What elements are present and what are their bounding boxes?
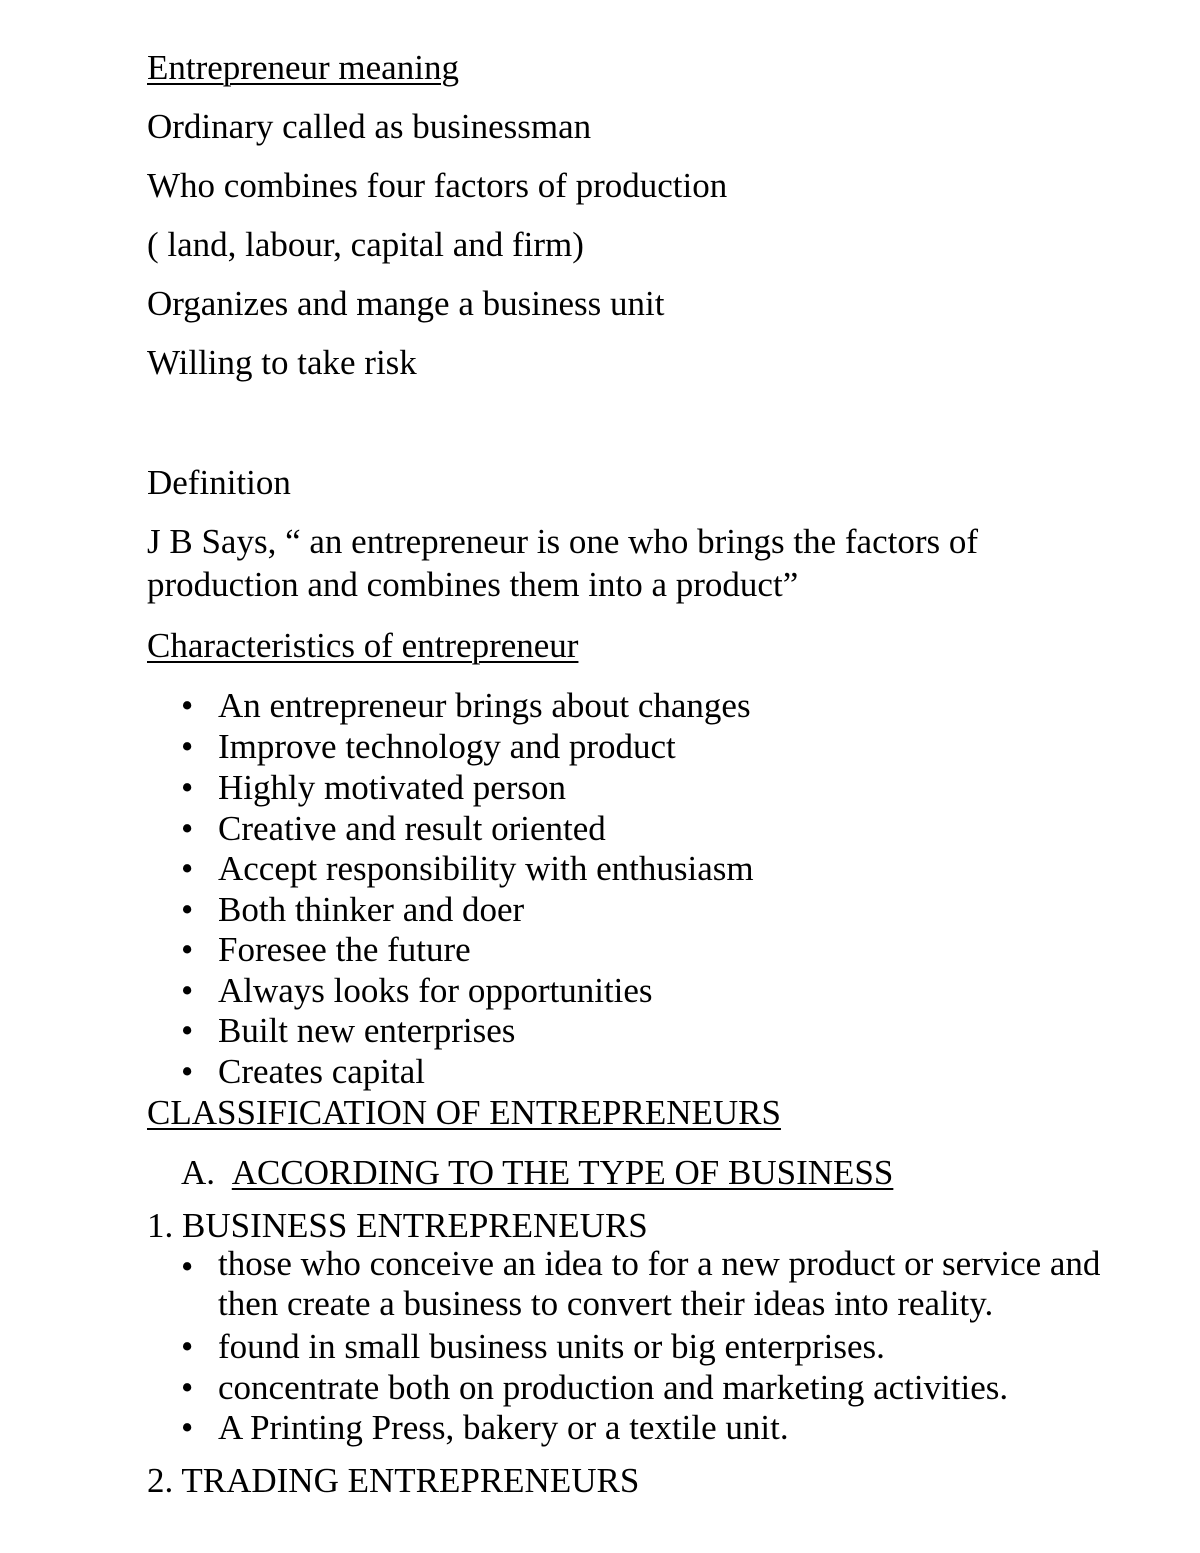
section-a-heading [181,1155,893,1190]
list-item-text: Accept responsibility with enthusiasm [218,849,754,888]
bullet-icon: • [181,768,194,807]
meaning-line: Who combines four factors of production [147,166,728,205]
heading-characteristics: Characteristics of entrepreneur [147,626,579,665]
list-item-text: found in small business units or big enterprises. [218,1327,885,1366]
bullet-icon: • [181,1052,194,1091]
list-item-text: An entrepreneur brings about changes [218,686,751,725]
bullet-icon: • [181,809,194,848]
list-item-text: Foresee the future [218,930,471,969]
section-a-title: ACCORDING TO THE TYPE OF BUSINESS [231,1153,894,1192]
list-item-text: Always looks for opportunities [218,971,653,1010]
bullet-icon: • [181,1368,194,1407]
bullet-icon: • [181,930,194,969]
heading-entrepreneur-meaning: Entrepreneur meaning [147,48,459,87]
item1-heading: 1. BUSINESS ENTREPRENEURS [147,1206,648,1245]
section-a-marker: A. [181,1153,216,1192]
list-item-text: Both thinker and doer [218,890,525,929]
bullet-icon: • [181,1327,194,1366]
item2-heading: 2. TRADING ENTREPRENEURS [147,1461,640,1500]
list-item-text: Highly motivated person [218,768,567,807]
meaning-line: ( land, labour, capital and firm) [147,225,584,264]
bullet-icon: • [181,849,194,888]
meaning-line: Organizes and mange a business unit [147,284,665,323]
bullet-icon: • [181,1408,194,1447]
heading-definition: Definition [147,463,291,502]
list-item-text: Creates capital [218,1052,425,1091]
definition-quote: J B Says, “ an entrepreneur is one who brings the factors of production and combines them into a product” [147,522,979,604]
bullet-icon: • [181,971,194,1010]
list-item-text: Built new enterprises [218,1011,516,1050]
bullet-icon: • [181,727,194,766]
list-item-text: Creative and result oriented [218,809,606,848]
list-item-text: those who conceive an idea to for a new product or service and then create a business to convert their ideas into reality. [218,1244,1101,1323]
meaning-line: Willing to take risk [147,343,417,382]
bullet-icon: • [181,1247,194,1286]
list-item-text: A Printing Press, bakery or a textile unit. [218,1408,789,1447]
heading-classification: CLASSIFICATION OF ENTREPRENEURS [147,1093,781,1132]
meaning-line: Ordinary called as businessman [147,107,592,146]
bullet-icon: • [181,1011,194,1050]
list-item-text: Improve technology and product [218,727,676,766]
bullet-icon: • [181,686,194,725]
list-item-text: concentrate both on production and marketing activities. [218,1368,1009,1407]
bullet-icon: • [181,890,194,929]
